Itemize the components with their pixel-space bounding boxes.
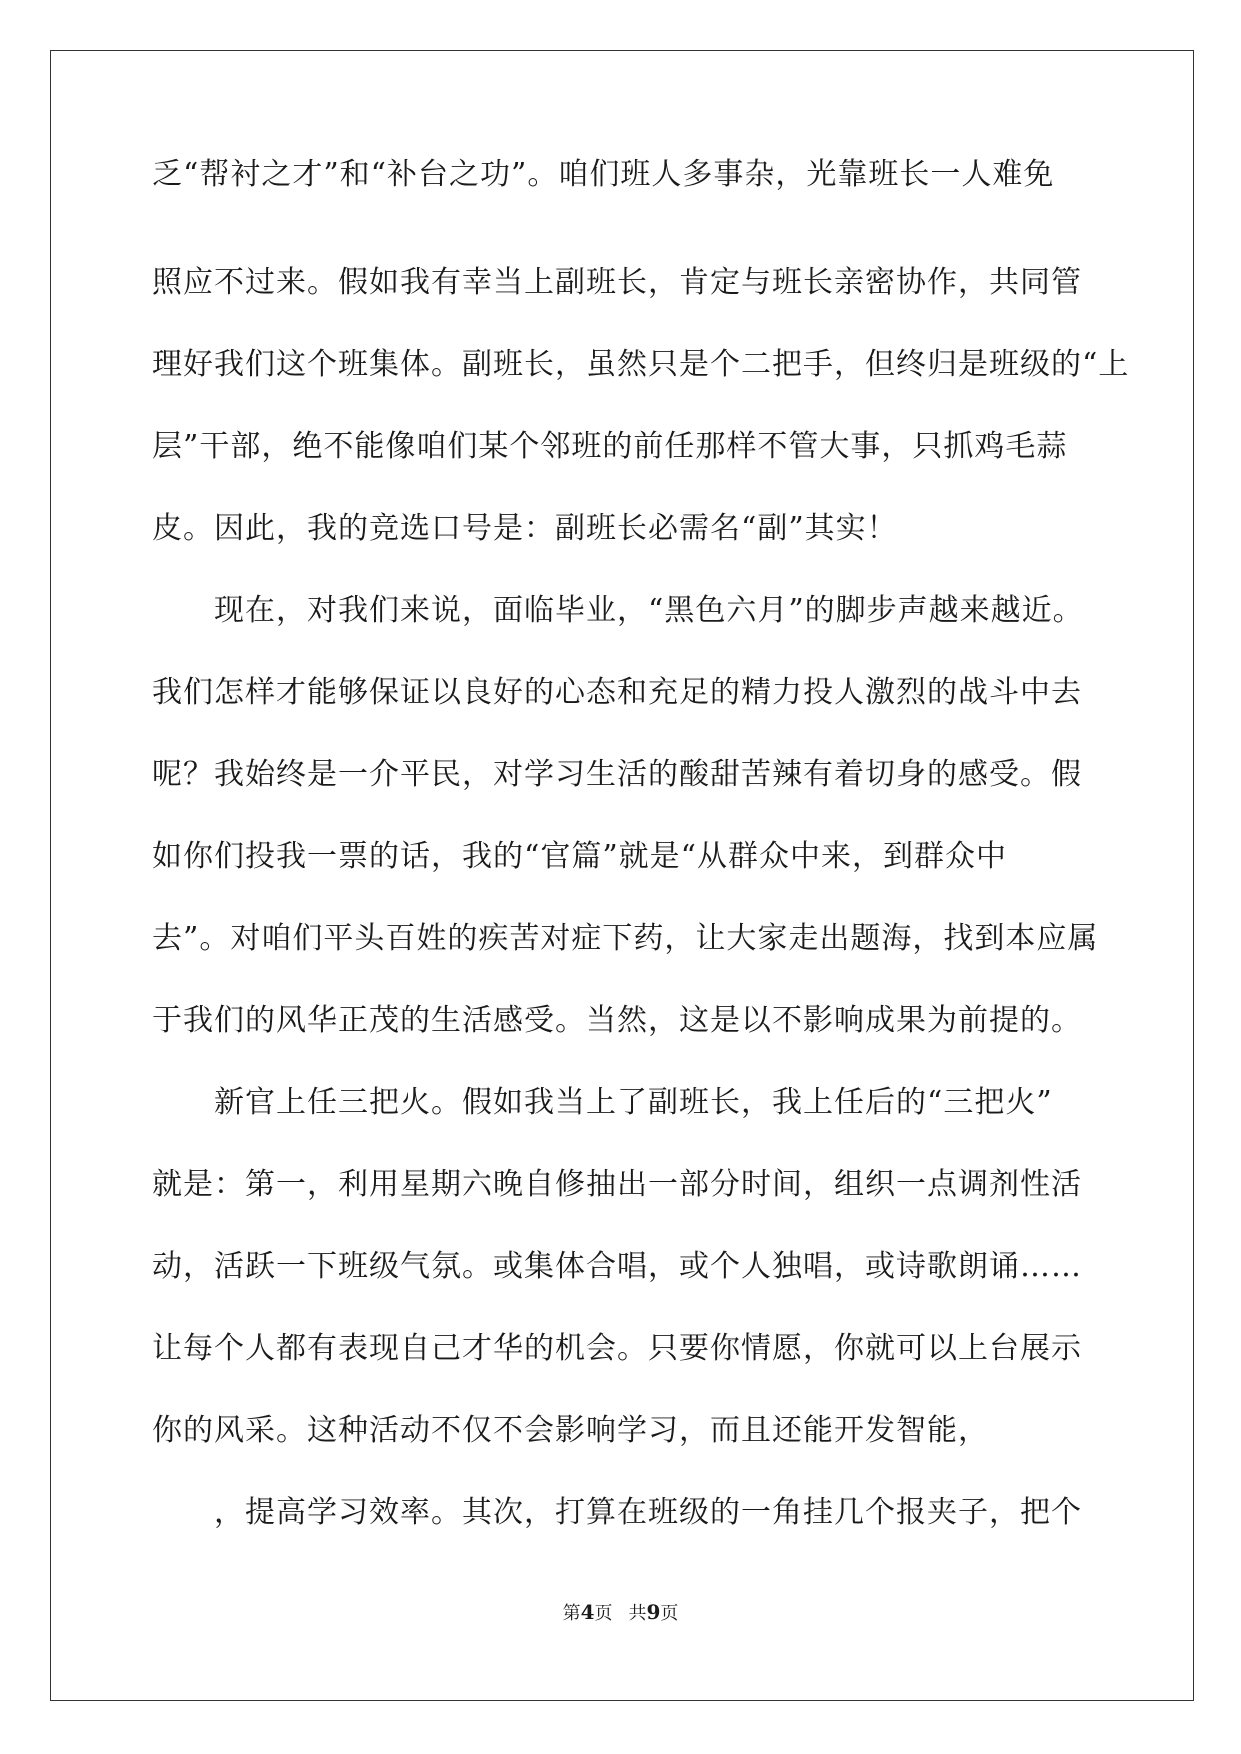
paragraph-line: 我们怎样才能够保证以良好的心态和充足的精力投人激烈的战斗中去 — [152, 675, 1082, 710]
paragraph-line: ，提高学习效率。其次，打算在班级的一角挂几个报夹子，把个 — [152, 1495, 1082, 1530]
paragraph-line: 理好我们这个班集体。副班长，虽然只是个二把手，但终归是班级的“上 — [152, 347, 1130, 382]
paragraph-line: 照应不过来。假如我有幸当上副班长，肯定与班长亲密协作，共同管 — [152, 265, 1082, 300]
paragraph-line: 于我们的风华正茂的生活感受。当然，这是以不影响成果为前提的。 — [152, 1003, 1082, 1038]
paragraph-line: 现在，对我们来说，面临毕业，“黑色六月”的脚步声越来越近。 — [152, 593, 1084, 628]
paragraph-line: 如你们投我一票的话，我的“官篇”就是“从群众中来，到群众中 — [152, 839, 1008, 874]
paragraph-line: 就是：第一，利用星期六晚自修抽出一部分时间，组织一点调剂性活 — [152, 1167, 1082, 1202]
page-number-label: 第4页 — [562, 1600, 613, 1624]
paragraph-line: 呢？我始终是一介平民，对学习生活的酸甜苦辣有着切身的感受。假 — [152, 757, 1082, 792]
page-footer — [0, 1600, 1241, 1626]
total-pages-label: 共9页 — [628, 1600, 679, 1624]
paragraph-line: 去”。对咱们平头百姓的疾苦对症下药，让大家走出题海，找到本应属 — [152, 921, 1099, 956]
paragraph-line: 动，活跃一下班级气氛。或集体合唱，或个人独唱，或诗歌朗诵…… — [152, 1249, 1082, 1284]
paragraph-line: 新官上任三把火。假如我当上了副班长，我上任后的“三把火” — [152, 1085, 1053, 1120]
paragraph-line: 让每个人都有表现自己才华的机会。只要你情愿，你就可以上台展示 — [152, 1331, 1082, 1366]
paragraph-line: 你的风采。这种活动不仅不会影响学习，而且还能开发智能， — [152, 1413, 989, 1448]
current-page-number: 4 — [580, 1600, 595, 1624]
document-body — [152, 157, 1130, 1554]
paragraph-line: 乏“帮衬之才”和“补台之功”。咱们班人多事杂，光靠班长一人难免 — [152, 157, 1055, 192]
paragraph-line: 层”干部，绝不能像咱们某个邻班的前任那样不管大事，只抓鸡毛蒜 — [152, 429, 1068, 464]
paragraph-line: 皮。因此，我的竞选口号是：副班长必需名“副”其实！ — [152, 511, 898, 546]
total-page-number: 9 — [646, 1600, 661, 1624]
